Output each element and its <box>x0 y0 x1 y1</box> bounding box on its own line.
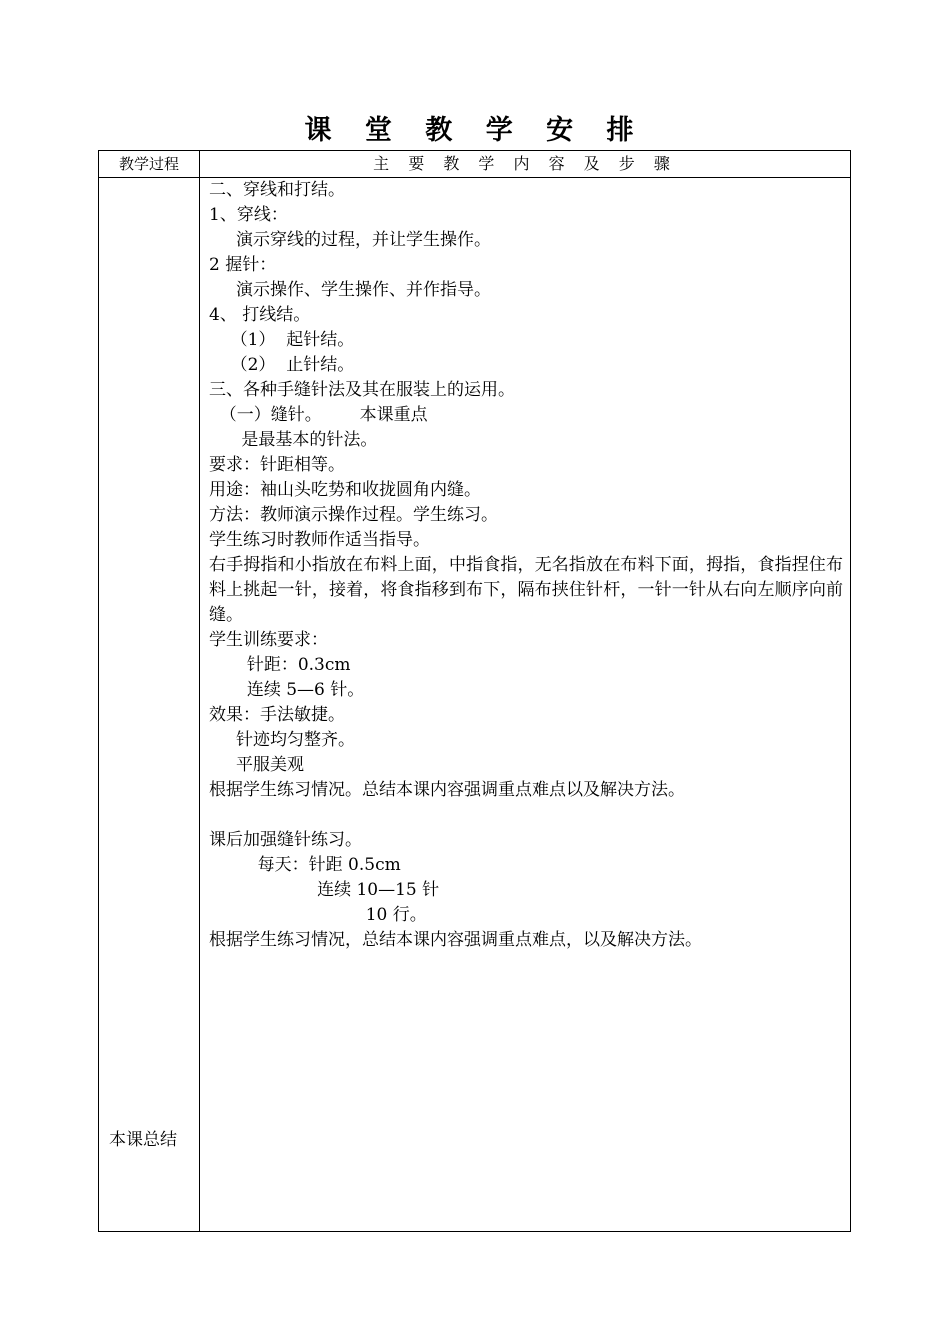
content-line: （1） 起针结。 <box>209 330 355 350</box>
content-line: 二、穿线和打结。 <box>209 180 345 200</box>
content-line: 1、穿线： <box>209 205 288 225</box>
content-line: 连续 10—15 针 <box>209 880 440 900</box>
content-line: 是最基本的针法。 <box>209 430 378 450</box>
content-line: 2 握针： <box>209 255 277 275</box>
content-line: 学生训练要求： <box>209 630 328 650</box>
content-line: 根据学生练习情况，总结本课内容强调重点难点，以及解决方法。 <box>209 930 702 950</box>
page-title: 课 堂 教 学 安 排 <box>304 115 646 146</box>
content-line: 三、各种手缝针法及其在服装上的运用。 <box>209 380 515 400</box>
content-line: 学生练习时教师作适当指导。 <box>209 530 430 550</box>
content-line: （一）缝针。 本课重点 <box>209 405 428 425</box>
content-line: 平服美观 <box>209 755 305 775</box>
lesson-table <box>98 150 851 1232</box>
content-line: 根据学生练习情况。总结本课内容强调重点难点以及解决方法。 <box>209 780 685 800</box>
content-line: 要求：针距相等。 <box>209 455 345 475</box>
column-divider <box>199 151 200 1231</box>
content-line: 方法：教师演示操作过程。学生练习。 <box>209 505 498 525</box>
content-line: 用途：袖山头吃势和收拢圆角内缝。 <box>209 480 481 500</box>
blank-line <box>209 803 843 828</box>
content-line: 4、 打线结。 <box>209 305 311 325</box>
lesson-content <box>209 178 843 953</box>
content-line: 演示穿线的过程，并让学生操作。 <box>209 230 492 250</box>
header-main-content: 主 要 教 学 内 容 及 步 骤 <box>373 154 677 173</box>
content-line: 演示操作、学生操作、并作指导。 <box>209 280 492 300</box>
content-line: 每天：针距 0.5cm <box>209 855 401 875</box>
content-line: 针距：0.3cm <box>209 655 351 675</box>
content-line: 课后加强缝针练习。 <box>209 830 362 850</box>
content-line: 10 行。 <box>209 905 427 925</box>
content-line: 连续 5—6 针。 <box>209 680 365 700</box>
content-paragraph: 右手拇指和小指放在布料上面，中指食指，无名指放在布料下面，拇指，食指捏住布料上挑起一针，接着，将食指移到布下，隔布挟住针杆，一针一针从右向左顺序向前缝。 <box>209 555 843 625</box>
content-line: 效果：手法敏捷。 <box>209 705 345 725</box>
header-teaching-process: 教学过程 <box>118 155 179 173</box>
lesson-summary-label: 本课总结 <box>109 1130 177 1150</box>
content-line: （2） 止针结。 <box>209 355 355 375</box>
content-line: 针迹均匀整齐。 <box>209 730 356 750</box>
